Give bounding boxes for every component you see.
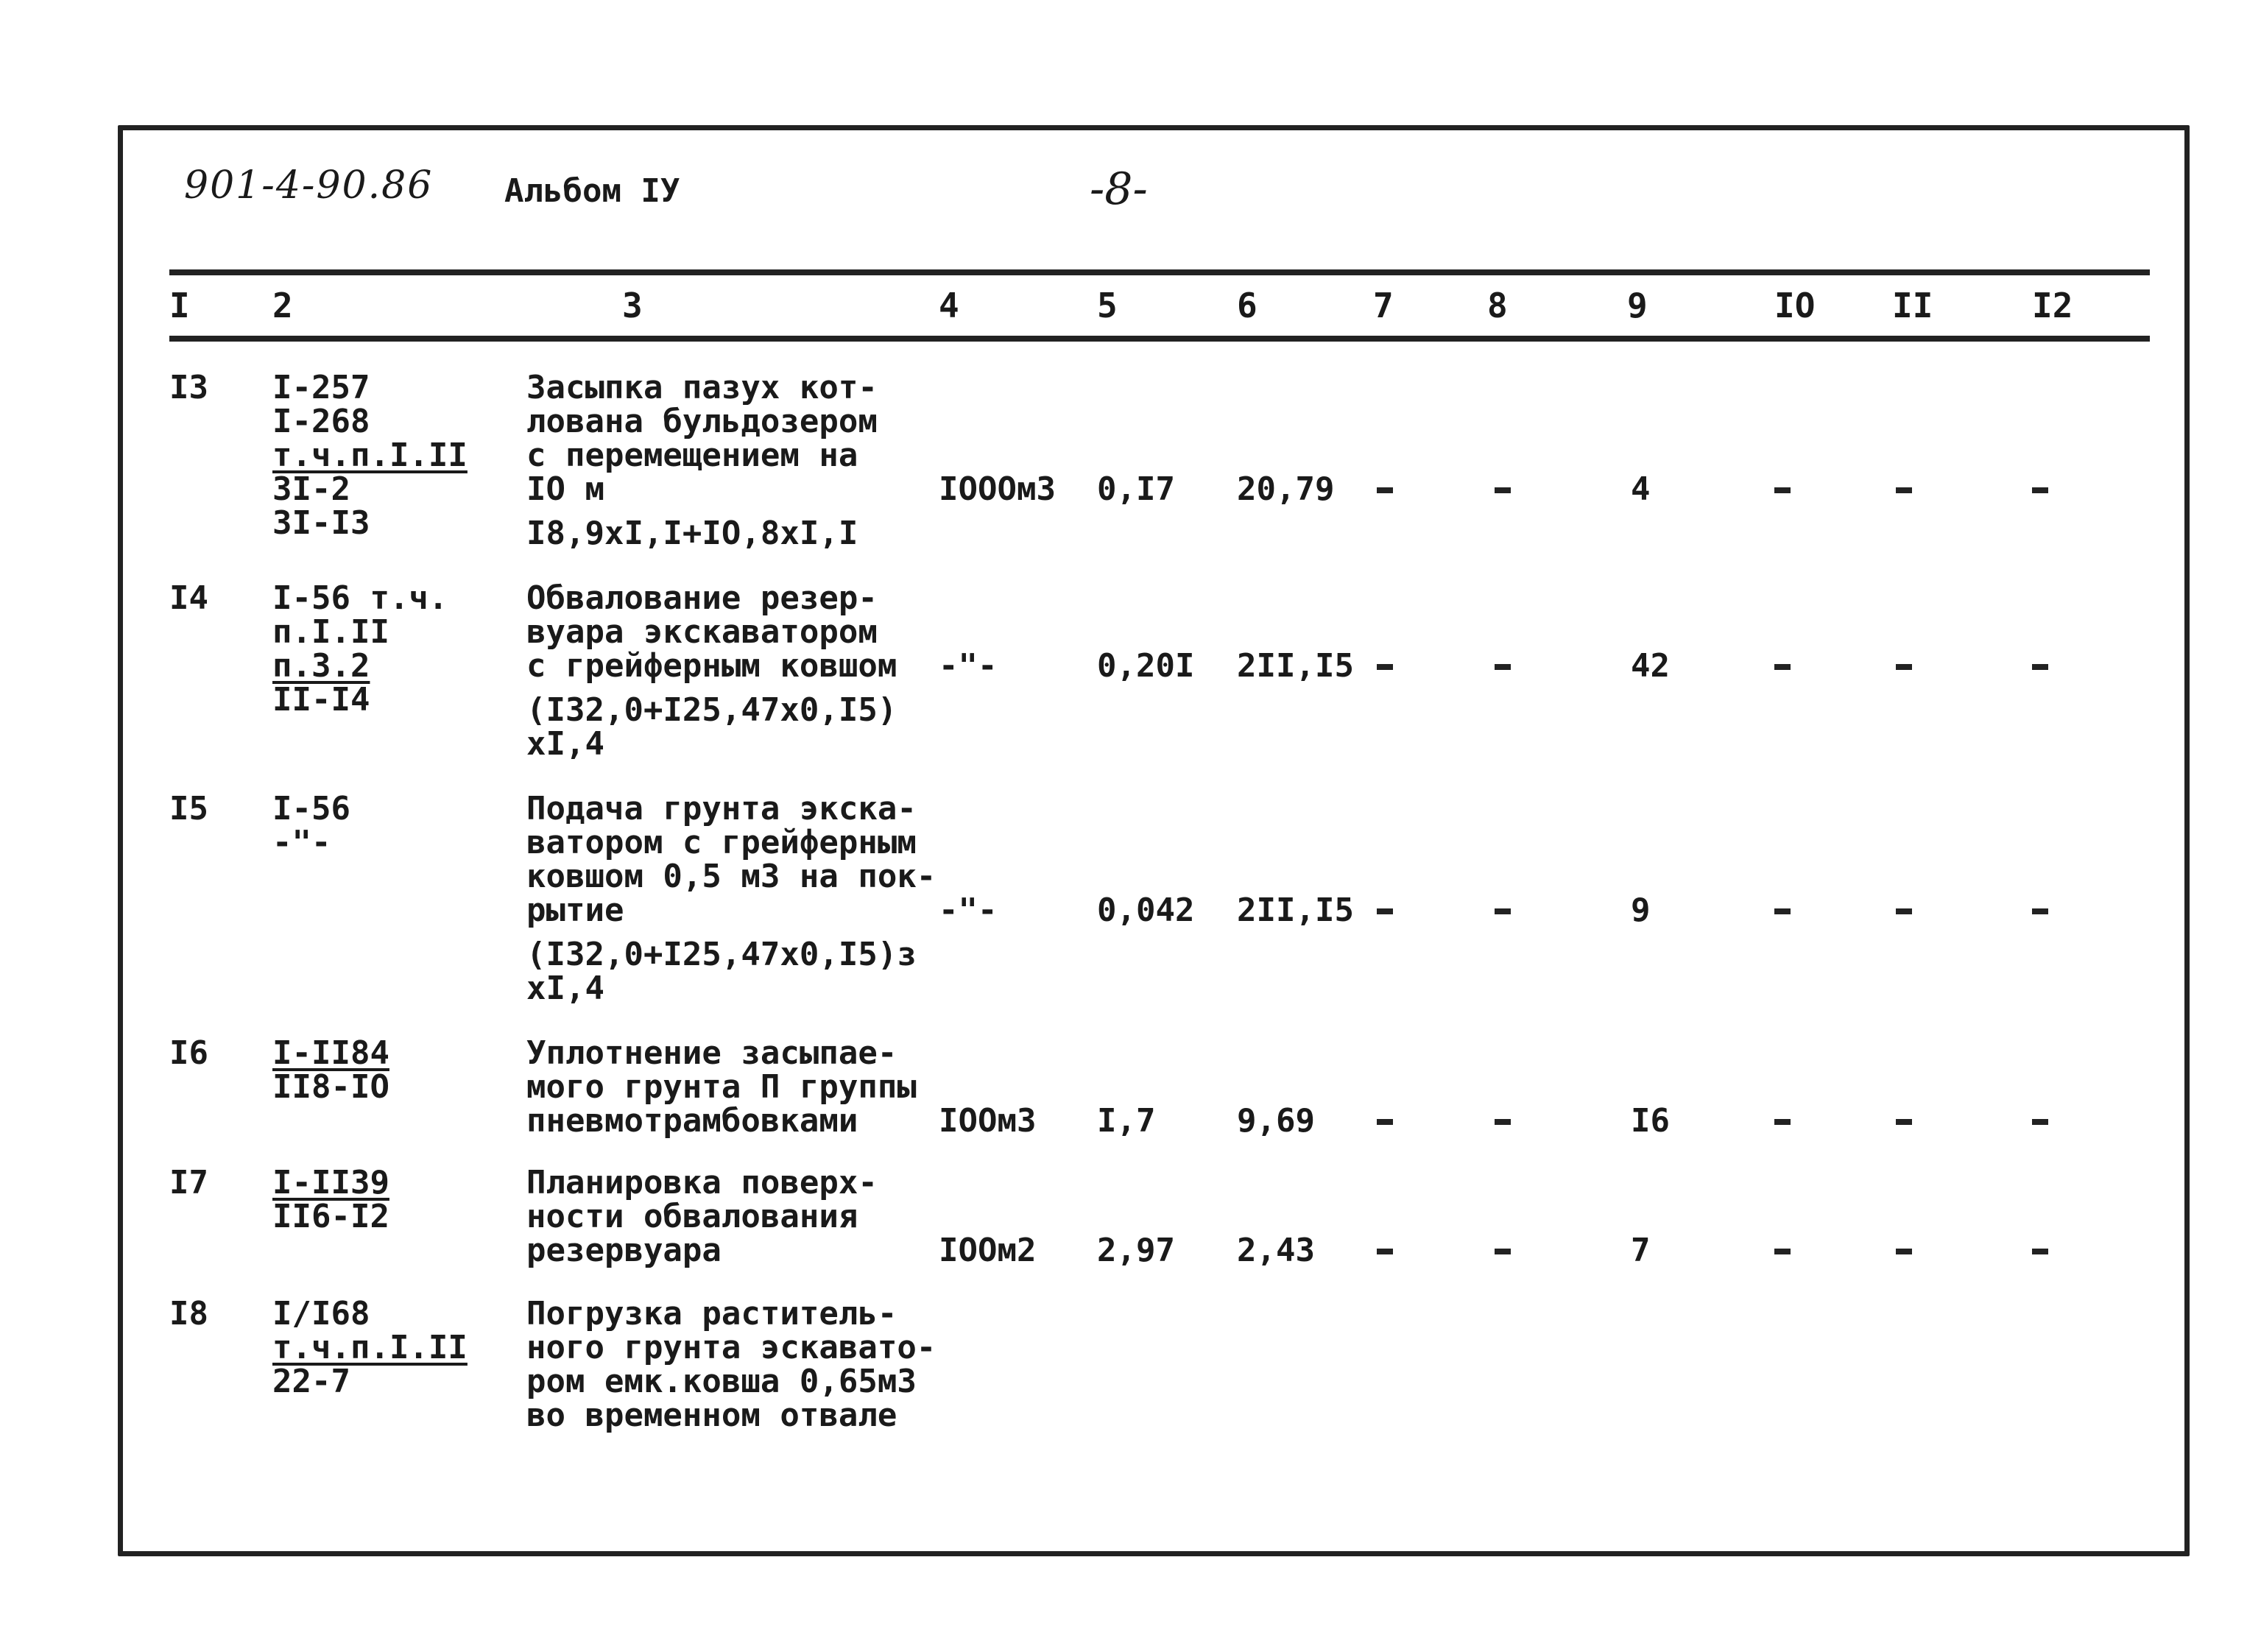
column-number: IO bbox=[1774, 286, 1816, 325]
column-number: 5 bbox=[1097, 286, 1118, 325]
reference-line: п.3.2 bbox=[272, 647, 370, 685]
column-number: II bbox=[1892, 286, 1933, 325]
description-line: IO м bbox=[526, 470, 604, 508]
dash-cell bbox=[1896, 664, 1912, 670]
description-line: мого грунта П группы bbox=[526, 1068, 917, 1106]
column-number: 8 bbox=[1487, 286, 1508, 325]
dash-cell bbox=[1377, 1119, 1393, 1125]
formula-line: I8,9xI,I+IO,8xI,I bbox=[526, 515, 858, 552]
table-top-rule bbox=[169, 269, 2150, 275]
total-cell: 42 bbox=[1631, 647, 1670, 685]
column-number: 6 bbox=[1237, 286, 1258, 325]
dash-cell bbox=[2032, 664, 2048, 670]
formula-line: (I32,0+I25,47x0,I5) bbox=[526, 691, 897, 729]
dash-cell bbox=[2032, 487, 2048, 493]
quantity-cell: 2,97 bbox=[1097, 1232, 1175, 1269]
dash-cell bbox=[1774, 1249, 1791, 1254]
column-number: 9 bbox=[1627, 286, 1648, 325]
dash-cell bbox=[1495, 487, 1511, 493]
dash-cell bbox=[1495, 664, 1511, 670]
quantity-cell: I,7 bbox=[1097, 1102, 1156, 1140]
total-cell: I6 bbox=[1631, 1102, 1670, 1140]
row-number: I6 bbox=[169, 1034, 208, 1072]
formula-line: (I32,0+I25,47x0,I5)з bbox=[526, 936, 917, 973]
dash-cell bbox=[1774, 487, 1791, 493]
reference-line: п.I.II bbox=[272, 613, 389, 651]
description-line: ности обвалования bbox=[526, 1198, 858, 1235]
reference-line: II6-I2 bbox=[272, 1198, 389, 1235]
dash-cell bbox=[1377, 1249, 1393, 1254]
row-number: I4 bbox=[169, 579, 208, 617]
unit-cell: IOOOм3 bbox=[939, 470, 1056, 508]
price-cell: 9,69 bbox=[1237, 1102, 1315, 1140]
dash-cell bbox=[1896, 487, 1912, 493]
reference-line: -"- bbox=[272, 824, 331, 861]
column-number: 7 bbox=[1373, 286, 1394, 325]
description-line: с перемещением на bbox=[526, 437, 858, 474]
row-number: I8 bbox=[169, 1295, 208, 1332]
reference-line: т.ч.п.I.II bbox=[272, 437, 468, 474]
price-cell: 2II,I5 bbox=[1237, 647, 1354, 685]
reference-line: т.ч.п.I.II bbox=[272, 1329, 468, 1366]
dash-cell bbox=[2032, 1249, 2048, 1254]
description-line: Погрузка раститель- bbox=[526, 1295, 897, 1332]
reference-line: I-56 т.ч. bbox=[272, 579, 448, 617]
total-cell: 7 bbox=[1631, 1232, 1651, 1269]
reference-line: I-268 bbox=[272, 403, 370, 440]
column-number: I bbox=[169, 286, 190, 325]
dash-cell bbox=[1774, 1119, 1791, 1125]
reference-line: 3I-2 bbox=[272, 470, 350, 508]
description-line: пневмотрамбовками bbox=[526, 1102, 858, 1140]
description-line: вуара экскаватором bbox=[526, 613, 878, 651]
reference-line: 3I-I3 bbox=[272, 504, 370, 542]
dash-cell bbox=[1495, 1249, 1511, 1254]
dash-cell bbox=[1495, 1119, 1511, 1125]
description-line: лована бульдозером bbox=[526, 403, 878, 440]
total-cell: 9 bbox=[1631, 892, 1651, 929]
price-cell: 20,79 bbox=[1237, 470, 1335, 508]
description-line: Уплотнение засыпае- bbox=[526, 1034, 897, 1072]
reference-line: I-257 bbox=[272, 369, 370, 406]
price-cell: 2II,I5 bbox=[1237, 892, 1354, 929]
dash-cell bbox=[1495, 908, 1511, 914]
dash-cell bbox=[2032, 1119, 2048, 1125]
description-line: Обвалование резер- bbox=[526, 579, 878, 617]
unit-cell: IOOм3 bbox=[939, 1102, 1037, 1140]
description-line: резервуара bbox=[526, 1232, 722, 1269]
document-code: 901-4-90.86 bbox=[184, 163, 434, 208]
dash-cell bbox=[1896, 1119, 1912, 1125]
row-number: I7 bbox=[169, 1164, 208, 1201]
album-label: Альбом IУ bbox=[504, 172, 680, 210]
description-line: ром емк.ковша 0,65м3 bbox=[526, 1363, 917, 1400]
column-number: 3 bbox=[622, 286, 643, 325]
description-line: во временном отвале bbox=[526, 1397, 897, 1434]
description-line: Подача грунта экска- bbox=[526, 790, 917, 827]
dash-cell bbox=[1377, 664, 1393, 670]
page-number: -8- bbox=[1090, 163, 1148, 215]
dash-cell bbox=[2032, 908, 2048, 914]
unit-cell: -"- bbox=[939, 647, 998, 685]
price-cell: 2,43 bbox=[1237, 1232, 1315, 1269]
column-number: 2 bbox=[272, 286, 293, 325]
table-header-rule bbox=[169, 336, 2150, 342]
formula-line: xI,4 bbox=[526, 970, 604, 1007]
quantity-cell: 0,I7 bbox=[1097, 470, 1175, 508]
reference-line: II8-IO bbox=[272, 1068, 389, 1106]
dash-cell bbox=[1774, 664, 1791, 670]
reference-line: I-56 bbox=[272, 790, 350, 827]
dash-cell bbox=[1377, 908, 1393, 914]
row-number: I5 bbox=[169, 790, 208, 827]
description-line: ного грунта эскавато- bbox=[526, 1329, 937, 1366]
row-number: I3 bbox=[169, 369, 208, 406]
dash-cell bbox=[1774, 908, 1791, 914]
reference-line: II-I4 bbox=[272, 681, 370, 719]
reference-line: I-II84 bbox=[272, 1034, 389, 1072]
description-line: рытие bbox=[526, 892, 624, 929]
quantity-cell: 0,042 bbox=[1097, 892, 1195, 929]
unit-cell: IOOм2 bbox=[939, 1232, 1037, 1269]
reference-line: 22-7 bbox=[272, 1363, 350, 1400]
description-line: Засыпка пазух кот- bbox=[526, 369, 878, 406]
dash-cell bbox=[1377, 487, 1393, 493]
description-line: ватором с грейферным bbox=[526, 824, 917, 861]
formula-line: xI,4 bbox=[526, 725, 604, 763]
quantity-cell: 0,20I bbox=[1097, 647, 1195, 685]
unit-cell: -"- bbox=[939, 892, 998, 929]
total-cell: 4 bbox=[1631, 470, 1651, 508]
dash-cell bbox=[1896, 908, 1912, 914]
column-number: 4 bbox=[939, 286, 959, 325]
column-number: I2 bbox=[2032, 286, 2073, 325]
description-line: ковшом 0,5 м3 на пок- bbox=[526, 858, 937, 895]
description-line: с грейферным ковшом bbox=[526, 647, 897, 685]
description-line: Планировка поверх- bbox=[526, 1164, 878, 1201]
dash-cell bbox=[1896, 1249, 1912, 1254]
reference-line: I-II39 bbox=[272, 1164, 389, 1201]
reference-line: I/I68 bbox=[272, 1295, 370, 1332]
